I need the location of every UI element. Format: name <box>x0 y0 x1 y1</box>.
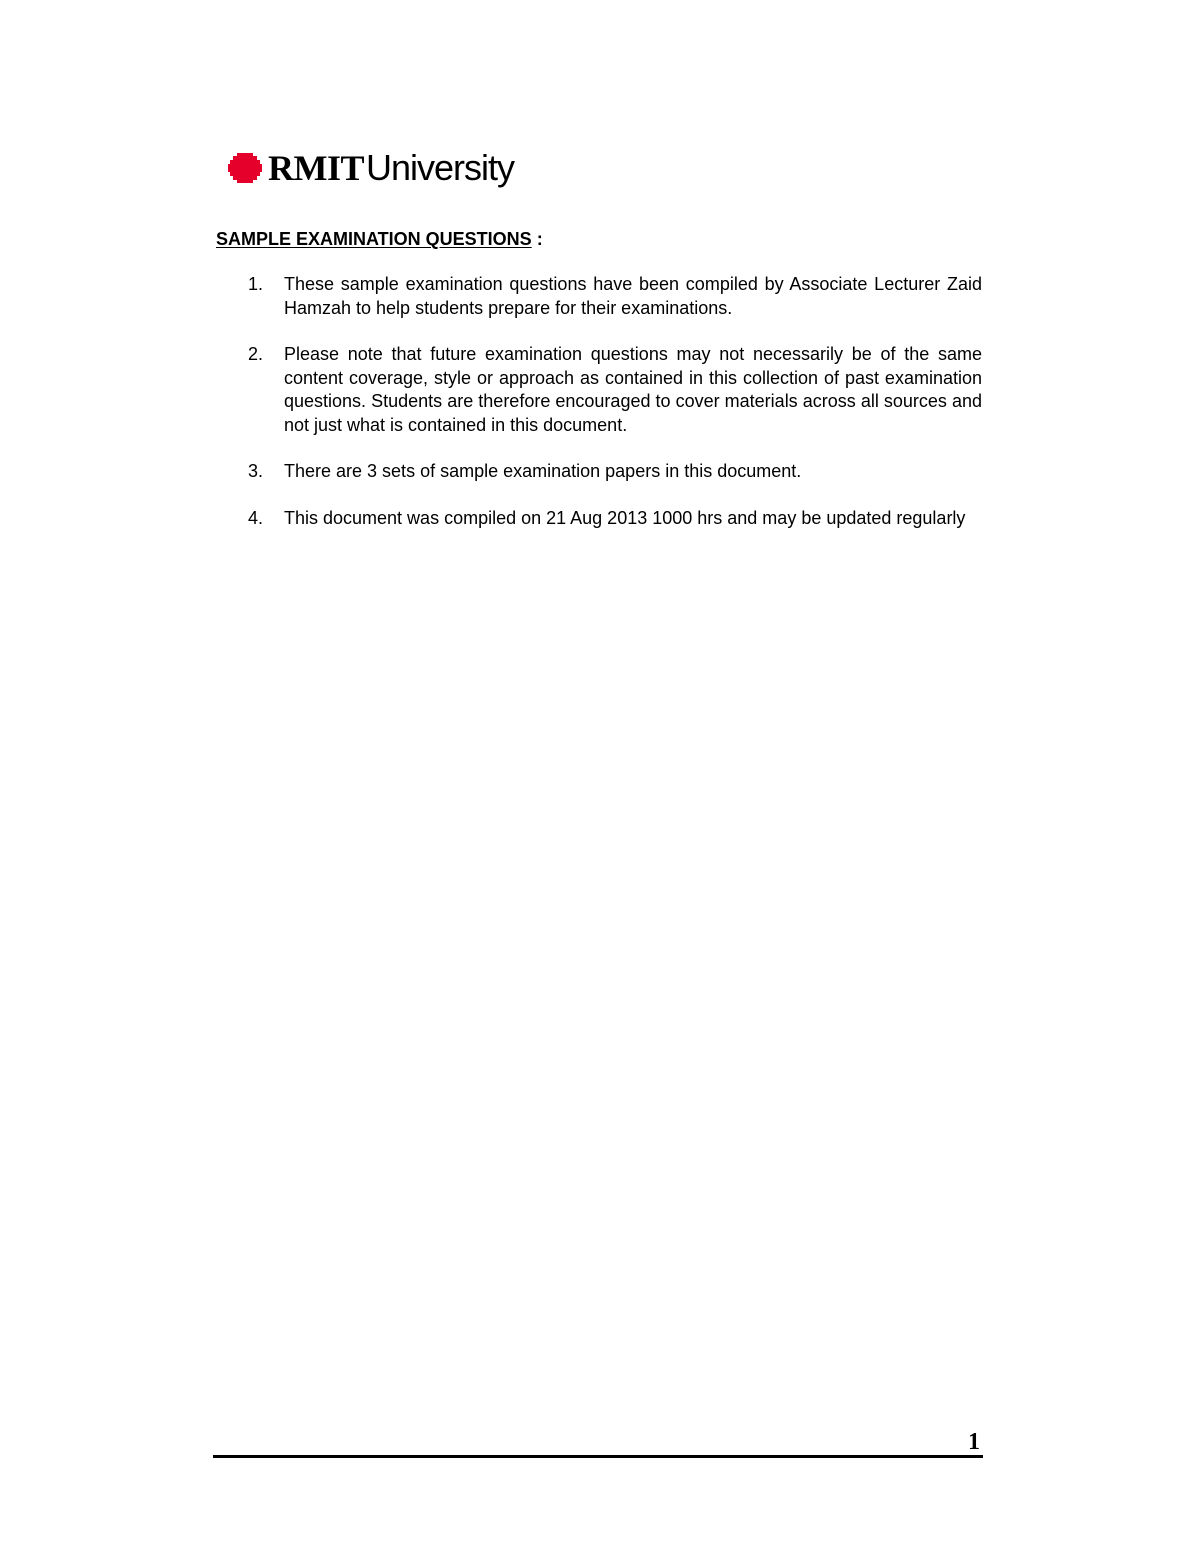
heading-suffix: : <box>531 229 543 249</box>
footer-divider <box>213 1455 983 1458</box>
list-item-text: Please note that future examination questions may not necessarily be of the same content coverage, style or approach as contained in this collection of past examination questions. Students are therefore encouraged to cover materials across all sources and not just what is contained in this document. <box>284 344 982 435</box>
logo-text-university: University <box>366 147 515 188</box>
list-item-text: There are 3 sets of sample examination papers in this document. <box>284 461 802 481</box>
page-number: 1 <box>968 1429 980 1455</box>
list-item-number: 1. <box>248 274 264 294</box>
list-item <box>248 273 982 320</box>
rmit-pixel-mark-icon <box>228 151 262 185</box>
list-item <box>248 460 982 484</box>
logo-text-rmit: RMIT <box>268 148 364 188</box>
list-item <box>248 507 982 531</box>
list-item <box>248 343 982 437</box>
list-item-number: 3. <box>248 461 264 481</box>
list-item-text: This document was compiled on 21 Aug 2013 1000 hrs and may be updated regularly <box>284 507 966 528</box>
rmit-logo <box>228 143 514 193</box>
list-item-number: 4. <box>248 507 264 528</box>
page-heading <box>216 228 543 250</box>
notes-list <box>248 273 982 553</box>
logo-wordmark <box>268 147 515 188</box>
list-item-text: These sample examination questions have been compiled by Associate Lecturer Zaid Hamzah to help students prepare for their examinations. <box>284 274 982 318</box>
list-item-number: 2. <box>248 344 264 364</box>
heading-text: SAMPLE EXAMINATION QUESTIONS <box>216 229 532 249</box>
